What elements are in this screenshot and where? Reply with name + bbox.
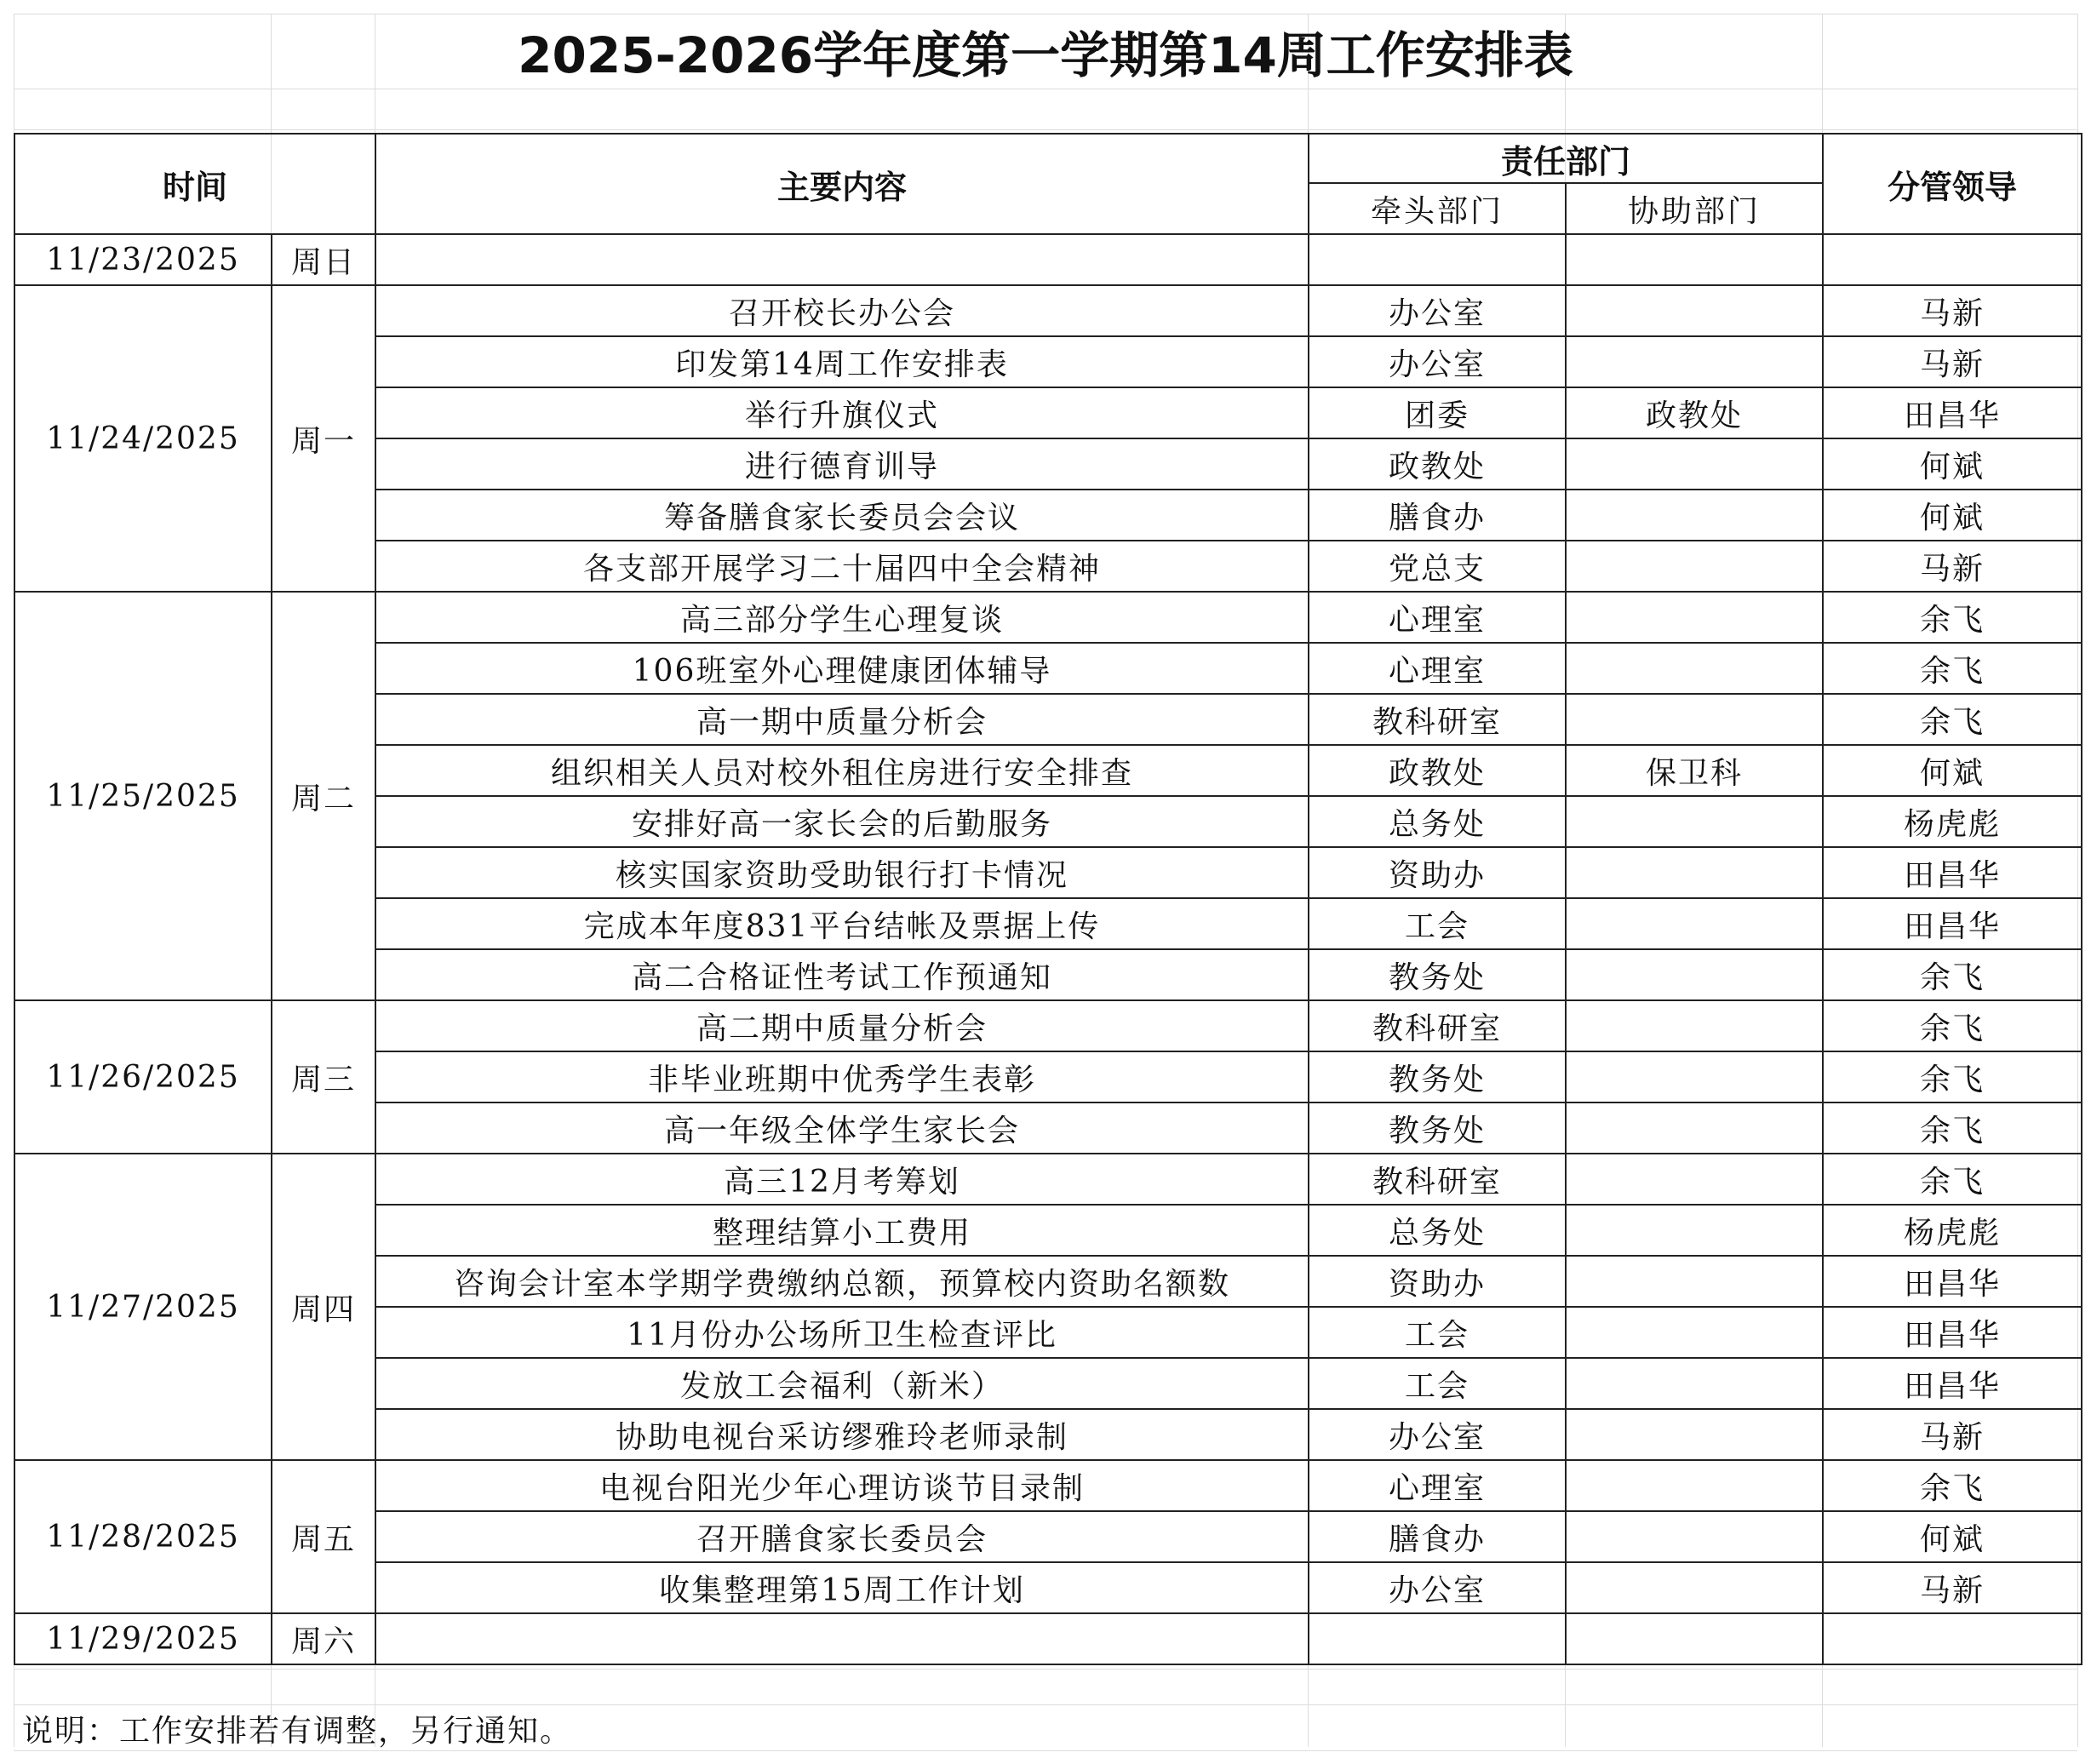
assist-dept-cell <box>1566 541 1823 592</box>
content-cell: 印发第14周工作安排表 <box>375 336 1309 387</box>
table-row <box>14 1460 2082 1511</box>
assist-dept-cell <box>1566 1460 1823 1511</box>
table-row <box>14 1154 2082 1205</box>
assist-dept-cell: 政教处 <box>1566 387 1823 438</box>
weekday-cell: 周六 <box>272 1613 375 1664</box>
header-time: 时间 <box>14 134 375 234</box>
lead-dept-cell: 工会 <box>1309 898 1566 949</box>
content-cell: 收集整理第15周工作计划 <box>375 1562 1309 1613</box>
assist-dept-cell <box>1566 592 1823 643</box>
table-row <box>14 234 2082 285</box>
date-cell: 11/25/2025 <box>14 592 272 1000</box>
assist-dept-cell <box>1566 796 1823 847</box>
assist-dept-cell <box>1566 1205 1823 1256</box>
content-cell: 高一期中质量分析会 <box>375 694 1309 745</box>
lead-dept-cell: 资助办 <box>1309 1256 1566 1307</box>
content-cell: 高一年级全体学生家长会 <box>375 1102 1309 1154</box>
header-assist-dept: 协助部门 <box>1566 183 1823 234</box>
header-lead-dept: 牵头部门 <box>1309 183 1566 234</box>
lead-dept-cell: 教科研室 <box>1309 694 1566 745</box>
leader-cell: 田昌华 <box>1823 847 2082 898</box>
assist-dept-cell <box>1566 234 1823 285</box>
gridline <box>14 1669 2077 1670</box>
lead-dept-cell: 教务处 <box>1309 1102 1566 1154</box>
lead-dept-cell: 心理室 <box>1309 643 1566 694</box>
assist-dept-cell <box>1566 1409 1823 1460</box>
content-cell <box>375 1613 1309 1664</box>
date-cell: 11/28/2025 <box>14 1460 272 1613</box>
lead-dept-cell: 办公室 <box>1309 1409 1566 1460</box>
assist-dept-cell <box>1566 643 1823 694</box>
lead-dept-cell: 工会 <box>1309 1358 1566 1409</box>
assist-dept-cell <box>1566 1154 1823 1205</box>
date-cell: 11/26/2025 <box>14 1000 272 1154</box>
table-row <box>14 1000 2082 1051</box>
content-cell: 106班室外心理健康团体辅导 <box>375 643 1309 694</box>
assist-dept-cell <box>1566 1051 1823 1102</box>
table-row <box>14 285 2082 336</box>
leader-cell: 马新 <box>1823 336 2082 387</box>
content-cell: 高三12月考筹划 <box>375 1154 1309 1205</box>
assist-dept-cell <box>1566 1000 1823 1051</box>
weekday-cell: 周一 <box>272 285 375 592</box>
content-cell: 电视台阳光少年心理访谈节目录制 <box>375 1460 1309 1511</box>
content-cell: 11月份办公场所卫生检查评比 <box>375 1307 1309 1358</box>
leader-cell: 田昌华 <box>1823 898 2082 949</box>
content-cell: 发放工会福利（新米） <box>375 1358 1309 1409</box>
gridline <box>14 1704 2077 1705</box>
lead-dept-cell: 教科研室 <box>1309 1154 1566 1205</box>
leader-cell: 田昌华 <box>1823 1307 2082 1358</box>
leader-cell: 余飞 <box>1823 1000 2082 1051</box>
content-cell: 举行升旗仪式 <box>375 387 1309 438</box>
assist-dept-cell <box>1566 949 1823 1000</box>
lead-dept-cell: 教务处 <box>1309 949 1566 1000</box>
leader-cell: 田昌华 <box>1823 387 2082 438</box>
content-cell: 进行德育训导 <box>375 438 1309 490</box>
assist-dept-cell: 保卫科 <box>1566 745 1823 796</box>
lead-dept-cell: 膳食办 <box>1309 1511 1566 1562</box>
header-content: 主要内容 <box>375 134 1309 234</box>
leader-cell: 余飞 <box>1823 1102 2082 1154</box>
leader-cell: 马新 <box>1823 541 2082 592</box>
assist-dept-cell <box>1566 438 1823 490</box>
leader-cell: 何斌 <box>1823 745 2082 796</box>
leader-cell: 杨虎彪 <box>1823 1205 2082 1256</box>
lead-dept-cell: 办公室 <box>1309 1562 1566 1613</box>
leader-cell: 杨虎彪 <box>1823 796 2082 847</box>
assist-dept-cell <box>1566 490 1823 541</box>
leader-cell: 何斌 <box>1823 490 2082 541</box>
date-cell: 11/24/2025 <box>14 285 272 592</box>
weekday-cell: 周四 <box>272 1154 375 1460</box>
assist-dept-cell <box>1566 1511 1823 1562</box>
date-cell: 11/23/2025 <box>14 234 272 285</box>
lead-dept-cell: 教务处 <box>1309 1051 1566 1102</box>
leader-cell: 余飞 <box>1823 643 2082 694</box>
leader-cell: 田昌华 <box>1823 1256 2082 1307</box>
leader-cell <box>1823 1613 2082 1664</box>
lead-dept-cell: 总务处 <box>1309 1205 1566 1256</box>
leader-cell: 余飞 <box>1823 1460 2082 1511</box>
lead-dept-cell: 心理室 <box>1309 592 1566 643</box>
lead-dept-cell: 政教处 <box>1309 745 1566 796</box>
assist-dept-cell <box>1566 285 1823 336</box>
content-cell: 安排好高一家长会的后勤服务 <box>375 796 1309 847</box>
leader-cell: 何斌 <box>1823 438 2082 490</box>
weekday-cell: 周日 <box>272 234 375 285</box>
table-row <box>14 592 2082 643</box>
content-cell: 高二合格证性考试工作预通知 <box>375 949 1309 1000</box>
leader-cell: 余飞 <box>1823 592 2082 643</box>
leader-cell: 马新 <box>1823 285 2082 336</box>
assist-dept-cell <box>1566 1102 1823 1154</box>
assist-dept-cell <box>1566 1256 1823 1307</box>
content-cell: 筹备膳食家长委员会会议 <box>375 490 1309 541</box>
header-department: 责任部门 <box>1309 134 1823 183</box>
content-cell: 召开校长办公会 <box>375 285 1309 336</box>
assist-dept-cell <box>1566 336 1823 387</box>
lead-dept-cell <box>1309 1613 1566 1664</box>
leader-cell: 马新 <box>1823 1409 2082 1460</box>
leader-cell: 余飞 <box>1823 949 2082 1000</box>
assist-dept-cell <box>1566 694 1823 745</box>
assist-dept-cell <box>1566 1562 1823 1613</box>
leader-cell: 余飞 <box>1823 1154 2082 1205</box>
page-title: 2025-2026学年度第一学期第14周工作安排表 <box>518 26 1573 84</box>
lead-dept-cell: 教科研室 <box>1309 1000 1566 1051</box>
content-cell: 召开膳食家长委员会 <box>375 1511 1309 1562</box>
lead-dept-cell: 膳食办 <box>1309 490 1566 541</box>
lead-dept-cell: 工会 <box>1309 1307 1566 1358</box>
date-cell: 11/29/2025 <box>14 1613 272 1664</box>
lead-dept-cell <box>1309 234 1566 285</box>
content-cell <box>375 234 1309 285</box>
content-cell: 非毕业班期中优秀学生表彰 <box>375 1051 1309 1102</box>
content-cell: 核实国家资助受助银行打卡情况 <box>375 847 1309 898</box>
lead-dept-cell: 政教处 <box>1309 438 1566 490</box>
lead-dept-cell: 团委 <box>1309 387 1566 438</box>
header-row <box>14 134 2082 183</box>
schedule-table <box>14 133 2082 1665</box>
content-cell: 高二期中质量分析会 <box>375 1000 1309 1051</box>
lead-dept-cell: 资助办 <box>1309 847 1566 898</box>
content-cell: 咨询会计室本学期学费缴纳总额，预算校内资助名额数 <box>375 1256 1309 1307</box>
gridline <box>14 129 2077 130</box>
weekday-cell: 周五 <box>272 1460 375 1613</box>
lead-dept-cell: 总务处 <box>1309 796 1566 847</box>
content-cell: 整理结算小工费用 <box>375 1205 1309 1256</box>
header-leader: 分管领导 <box>1823 134 2082 234</box>
content-cell: 高三部分学生心理复谈 <box>375 592 1309 643</box>
leader-cell: 余飞 <box>1823 1051 2082 1102</box>
footnote: 说明：工作安排若有调整，另行通知。 <box>22 1714 573 1749</box>
leader-cell: 马新 <box>1823 1562 2082 1613</box>
content-cell: 协助电视台采访缪雅玲老师录制 <box>375 1409 1309 1460</box>
assist-dept-cell <box>1566 1358 1823 1409</box>
leader-cell: 余飞 <box>1823 694 2082 745</box>
date-cell: 11/27/2025 <box>14 1154 272 1460</box>
leader-cell: 田昌华 <box>1823 1358 2082 1409</box>
assist-dept-cell <box>1566 1613 1823 1664</box>
content-cell: 完成本年度831平台结帐及票据上传 <box>375 898 1309 949</box>
lead-dept-cell: 办公室 <box>1309 285 1566 336</box>
lead-dept-cell: 党总支 <box>1309 541 1566 592</box>
assist-dept-cell <box>1566 1307 1823 1358</box>
schedule-body <box>14 234 2082 1664</box>
lead-dept-cell: 办公室 <box>1309 336 1566 387</box>
lead-dept-cell: 心理室 <box>1309 1460 1566 1511</box>
content-cell: 各支部开展学习二十届四中全会精神 <box>375 541 1309 592</box>
leader-cell <box>1823 234 2082 285</box>
weekday-cell: 周三 <box>272 1000 375 1154</box>
leader-cell: 何斌 <box>1823 1511 2082 1562</box>
assist-dept-cell <box>1566 847 1823 898</box>
content-cell: 组织相关人员对校外租住房进行安全排查 <box>375 745 1309 796</box>
weekday-cell: 周二 <box>272 592 375 1000</box>
table-row <box>14 1613 2082 1664</box>
assist-dept-cell <box>1566 898 1823 949</box>
